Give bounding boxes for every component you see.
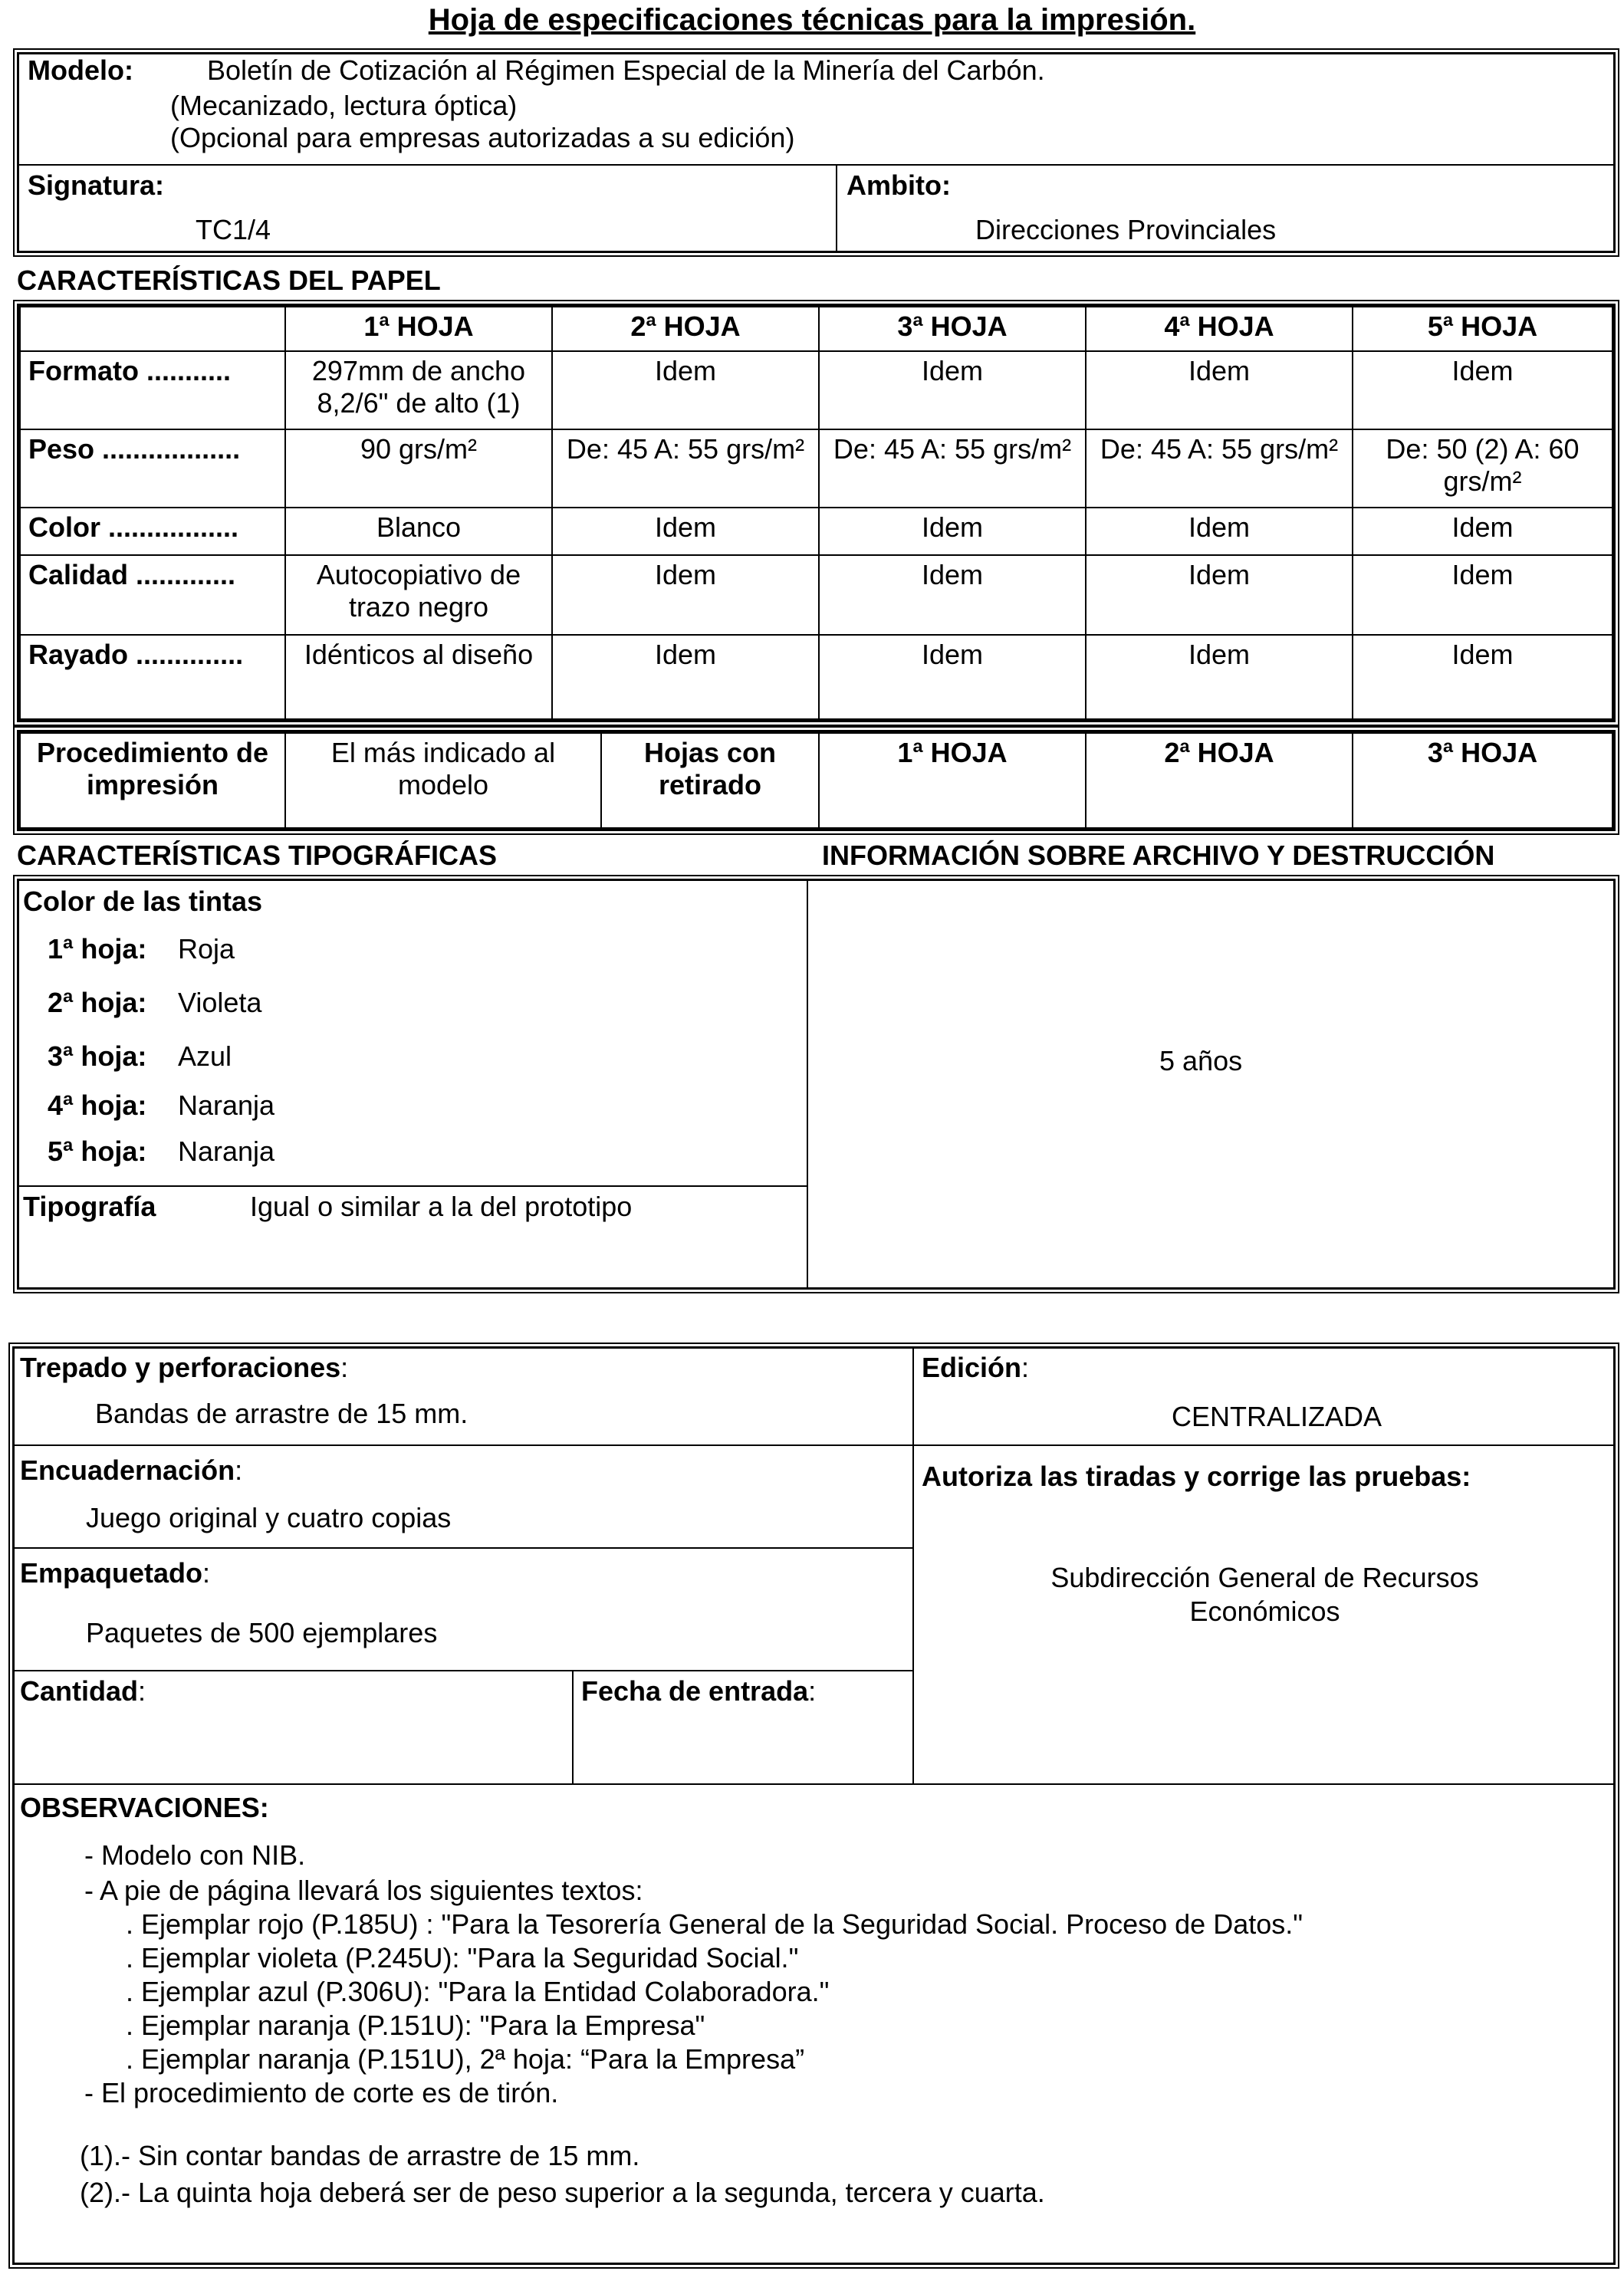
papel-corner (20, 307, 285, 351)
table-cell: Idem (1353, 635, 1612, 719)
divider-observaciones (12, 1783, 1616, 1785)
tipografia-label: Tipografía (23, 1191, 156, 1222)
table-cell: Idem (819, 635, 1086, 719)
table-row (20, 635, 1612, 719)
divider-encuadernacion (12, 1547, 914, 1549)
tipografia-divider (17, 1185, 808, 1187)
encuadernacion-value: Juego original y cuatro copias (86, 1502, 452, 1533)
edicion-value: CENTRALIZADA (1172, 1401, 1382, 1432)
table-row (20, 508, 1612, 555)
papel-heading: CARACTERÍSTICAS DEL PAPEL (17, 265, 441, 296)
table-cell: De: 45 A: 55 grs/m² (1086, 429, 1353, 508)
table-cell: Idem (819, 508, 1086, 555)
table-cell: Idem (552, 635, 819, 719)
papel-col-header: 1ª HOJA (285, 307, 552, 351)
tinta-color: Azul (178, 1040, 232, 1072)
model-divider (17, 164, 1616, 166)
table-cell: Idem (819, 351, 1086, 429)
row-label-formato: Formato ........... (20, 351, 285, 429)
empaquetado-label-text: Empaquetado (20, 1557, 203, 1589)
tinta-color: Naranja (178, 1136, 275, 1167)
tinta-hoja: 5ª hoja: (48, 1136, 147, 1167)
colon: : (340, 1352, 349, 1383)
divider-trepado (12, 1444, 1616, 1446)
tinta-hoja: 1ª hoja: (48, 933, 147, 965)
observaciones-note: (2).- La quinta hoja deberá ser de peso superior a la segunda, tercera y cuarta. (80, 2177, 1045, 2208)
colon: : (202, 1557, 211, 1589)
encuadernacion-label (20, 1454, 242, 1487)
row-label-rayado: Rayado .............. (20, 635, 285, 719)
cantidad-divider (572, 1670, 574, 1785)
observaciones-label: OBSERVACIONES: (20, 1792, 269, 1823)
colon: : (1021, 1352, 1030, 1383)
observaciones-line: - A pie de página llevará los siguientes textos: (84, 1875, 643, 1906)
archivo-heading: INFORMACIÓN SOBRE ARCHIVO Y DESTRUCCIÓN (822, 840, 1495, 871)
row-label-color: Color ................. (20, 508, 285, 555)
observaciones-line: . Ejemplar naranja (P.151U), 2ª hoja: “Para la Empresa” (126, 2043, 805, 2075)
signatura-label: Signatura: (28, 169, 165, 201)
hojas-retirado-label: Hojas con retirado (601, 733, 819, 828)
tipografia-value: Igual o similar a la del prototipo (250, 1191, 633, 1222)
colon: : (138, 1675, 146, 1707)
autoriza-line-2: Económicos (1189, 1596, 1340, 1627)
table-cell: Idem (1086, 351, 1353, 429)
trepado-value: Bandas de arrastre de 15 mm. (95, 1398, 468, 1429)
papel-col-header: 2ª HOJA (552, 307, 819, 351)
observaciones-line: - Modelo con NIB. (84, 1839, 306, 1871)
fecha-label (581, 1674, 816, 1708)
ambito-value: Direcciones Provinciales (975, 214, 1277, 245)
autoriza-line-1: Subdirección General de Recursos (1050, 1562, 1479, 1593)
table-cell: Idem (552, 555, 819, 635)
procedimiento-label: Procedimiento de impresión (20, 733, 285, 828)
table-cell: Idem (1086, 508, 1353, 555)
papel-col-header: 3ª HOJA (819, 307, 1086, 351)
table-cell: Idénticos al diseño (285, 635, 552, 719)
fecha-label-text: Fecha de entrada (581, 1675, 809, 1707)
signatura-value: TC1/4 (196, 214, 271, 245)
tinta-hoja: 3ª hoja: (48, 1040, 147, 1072)
observaciones-line: . Ejemplar azul (P.306U): "Para la Entidad Colaboradora." (126, 1976, 830, 2007)
tinta-color: Naranja (178, 1089, 275, 1121)
table-cell: De: 45 A: 55 grs/m² (819, 429, 1086, 508)
papel-table (19, 306, 1613, 720)
table-row (20, 351, 1612, 429)
procedimiento-value: El más indicado al modelo (285, 733, 601, 828)
tintas-label: Color de las tintas (23, 886, 263, 917)
tinta-hoja: 2ª hoja: (48, 987, 147, 1018)
colon: : (235, 1454, 243, 1486)
observaciones-line: - El procedimiento de corte es de tirón. (84, 2077, 559, 2108)
tinta-color: Violeta (178, 987, 262, 1018)
table-cell: Blanco (285, 508, 552, 555)
row-label-calidad: Calidad ............. (20, 555, 285, 635)
empaquetado-label (20, 1556, 210, 1590)
encuadernacion-label-text: Encuadernación (20, 1454, 235, 1486)
cantidad-label-text: Cantidad (20, 1675, 139, 1707)
ambito-label: Ambito: (847, 169, 951, 201)
table-cell: Idem (552, 351, 819, 429)
empaquetado-value: Paquetes de 500 ejemplares (86, 1617, 438, 1648)
modelo-label: Modelo: (28, 54, 133, 86)
page-title: Hoja de especificaciones técnicas para la impresión. (428, 3, 1196, 37)
tinta-color: Roja (178, 933, 235, 965)
table-cell: De: 50 (2) A: 60 grs/m² (1353, 429, 1612, 508)
papel-col-header: 5ª HOJA (1353, 307, 1612, 351)
observaciones-line: . Ejemplar naranja (P.151U): "Para la Empresa" (126, 2010, 705, 2041)
cantidad-label (20, 1674, 146, 1708)
table-row (20, 429, 1612, 508)
edicion-label (922, 1351, 1029, 1385)
table-cell: Idem (1086, 555, 1353, 635)
table-cell: Idem (1353, 508, 1612, 555)
table-cell: Autocopiativo de trazo negro (285, 555, 552, 635)
observaciones-line: . Ejemplar violeta (P.245U): "Para la Seguridad Social." (126, 1942, 799, 1974)
papel-col-header: 4ª HOJA (1086, 307, 1353, 351)
table-cell: Idem (819, 555, 1086, 635)
procedimiento-table (19, 732, 1613, 829)
retirado-col: 2ª HOJA (1086, 733, 1353, 828)
table-cell: Idem (1353, 555, 1612, 635)
autoriza-label: Autoriza las tiradas y corrige las pruebas: (922, 1461, 1471, 1492)
tipograficas-frame (17, 879, 1616, 1290)
table-row (20, 555, 1612, 635)
divider-empaquetado (12, 1670, 914, 1671)
table-cell: 297mm de ancho 8,2/6" de alto (1) (285, 351, 552, 429)
retirado-col: 1ª HOJA (819, 733, 1086, 828)
trepado-label-text: Trepado y perforaciones (20, 1352, 341, 1383)
table-cell: De: 45 A: 55 grs/m² (552, 429, 819, 508)
table-cell: Idem (1086, 635, 1353, 719)
tinta-hoja: 4ª hoja: (48, 1089, 147, 1121)
table-cell: Idem (1353, 351, 1612, 429)
observaciones-note: (1).- Sin contar bandas de arrastre de 15 mm. (80, 2140, 640, 2171)
modelo-line-3: (Opcional para empresas autorizadas a su edición) (170, 122, 795, 153)
row-label-peso: Peso .................. (20, 429, 285, 508)
colon: : (808, 1675, 817, 1707)
modelo-line-1: Boletín de Cotización al Régimen Especial de la Minería del Carbón. (207, 54, 1045, 86)
signatura-divider (836, 164, 837, 253)
trepado-label (20, 1351, 348, 1385)
observaciones-line: . Ejemplar rojo (P.185U) : "Para la Tesorería General de la Seguridad Social. Proceso de Datos." (126, 1908, 1303, 1940)
modelo-line-2: (Mecanizado, lectura óptica) (170, 90, 518, 121)
retirado-col: 3ª HOJA (1353, 733, 1612, 828)
archivo-value: 5 años (1159, 1045, 1243, 1076)
table-cell: 90 grs/m² (285, 429, 552, 508)
tipograficas-heading: CARACTERÍSTICAS TIPOGRÁFICAS (17, 840, 498, 871)
edicion-label-text: Edición (922, 1352, 1022, 1383)
papel-table-frame (17, 304, 1616, 722)
table-cell: Idem (552, 508, 819, 555)
tipograficas-divider (807, 879, 808, 1290)
procedimiento-frame (17, 730, 1616, 831)
